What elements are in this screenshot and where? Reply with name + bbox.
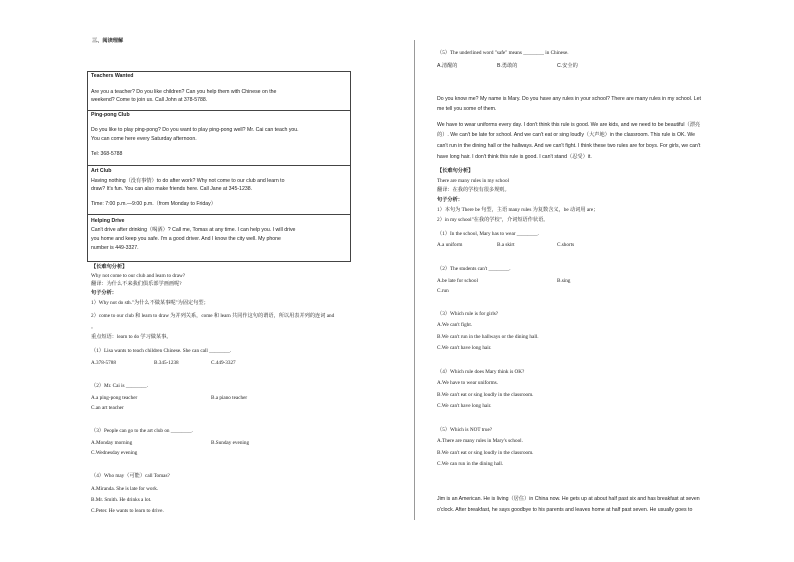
analysis-point: 2）in my school"在我的学校"，介词短语作状语。 xyxy=(437,217,549,223)
section-title: 三、阅读理解 xyxy=(92,38,124,44)
ad-tel: Tel: 368-5788 xyxy=(91,151,123,157)
passage-line: me tell you some of them. xyxy=(437,106,497,112)
option[interactable]: B.345-1238 xyxy=(154,360,179,366)
analysis-key-phrase: 重点短语：learn to do 学习做某事。 xyxy=(91,334,172,340)
option[interactable]: B.We can't eat or sing loudly in the classroom. xyxy=(437,392,534,398)
option[interactable]: C.安全的 xyxy=(557,63,578,69)
question-stem: （2）The students can't ________. xyxy=(437,266,511,272)
analysis-point: 1）Why not do sth."为什么不做某事呢"为固定句型； xyxy=(91,300,209,306)
question-stem: （4）Who may（可能）call Tomas? xyxy=(91,473,170,479)
question-stem: （5）The underlined word "safe" means ________ in Chinese. xyxy=(437,50,569,56)
ad-line: number is 449-3327. xyxy=(91,245,139,251)
option[interactable]: A.Miranda. She is late for work. xyxy=(91,486,159,492)
option[interactable]: A.There are many rules in Mary's school. xyxy=(437,438,523,444)
option[interactable]: A.We have to wear uniforms. xyxy=(437,380,498,386)
option[interactable]: A.a ping-pong teacher xyxy=(91,395,138,401)
passage-line: Do you know me? My name is Mary. Do you have any rules in your school? There are many rules in my school. Let xyxy=(437,96,701,102)
option[interactable]: C.Peter. He wants to learn to drive. xyxy=(91,508,164,514)
option[interactable]: B.a skirt xyxy=(497,242,515,248)
option[interactable]: C.We can run in the dining hall. xyxy=(437,461,504,467)
analysis-sentence: Why not come to our club and learn to draw? xyxy=(91,273,186,279)
analysis-translation: 翻译：在我的学校有很多规则。 xyxy=(437,187,510,193)
option[interactable]: B.勇敢的 xyxy=(497,63,518,69)
ad-line: Are you a teacher? Do you like children? Can you help them with Chinese on the xyxy=(91,89,277,95)
question-stem: （3）Which rule is for girls? xyxy=(437,311,499,317)
option[interactable]: C.run xyxy=(437,288,449,294)
passage-line: o'clock. After breakfast, he says goodbye to his parents and leaves home at half past seven. He usually goes to xyxy=(437,507,693,513)
option[interactable]: B.Sunday evening xyxy=(211,440,250,446)
ad-line: Can't drive after drinking（喝酒）? Call me, Tomas at any time. I can help you. I will drive xyxy=(91,227,296,233)
analysis-point: 2）come to our club 和 learn to draw 为并列关系，come 和 learn 共同作这句的谓语，所以用表并列的连词 and xyxy=(91,313,335,319)
question-stem: （4）Which rule does Mary think is OK? xyxy=(437,369,525,375)
analysis-sentence: There are many rules in my school xyxy=(437,178,510,184)
option[interactable]: C.We can't have long hair. xyxy=(437,345,492,351)
option[interactable]: A.378-5788 xyxy=(91,360,116,366)
analysis-heading: 【长难句分析】 xyxy=(91,264,128,270)
ad-line: Having nothing（没有事情）to do after work? Why not come to our club and learn to xyxy=(91,178,285,184)
passage-line: can't run in the dining hall or the hallways. And we can't fight. I think these two rules are for boys. For girls, we can't xyxy=(437,143,701,149)
question-stem: （1）In the school, Mary has to wear ________. xyxy=(437,231,539,237)
option[interactable]: C.an art teacher xyxy=(91,405,124,411)
passage-line: Jim is an American. He is living（居住）in China now. He gets up at about half past six and has breakfast at seven xyxy=(437,496,700,502)
ad-line: weekend? Come to join us. Call John at 378-5788. xyxy=(91,97,208,103)
ad-line: draw? It's fun. You can also make friends here. Call Jane at 345-1238. xyxy=(91,186,253,192)
ad-ping-pong-club xyxy=(87,109,351,166)
analysis-point: 1）本句为 There be 句型，主语 many rules 为复数含义，be 动词用 are； xyxy=(437,207,599,213)
option[interactable]: A.清醒的 xyxy=(437,63,458,69)
option[interactable]: A.a uniform xyxy=(437,242,463,248)
ad-title: Ping-pong Club xyxy=(91,112,130,118)
option[interactable]: B.sing xyxy=(557,278,571,284)
passage-line: have long hair. I don't think this rule is good. I can't stand（忍受）it. xyxy=(437,154,592,160)
question-stem: （1）Lisa wants to teach children Chinese. She can call ________. xyxy=(91,348,232,354)
option[interactable]: A.be late for school xyxy=(437,278,478,284)
ad-line: Do you like to play ping-pong? Do you want to play ping-pong well? Mr. Cai can teach you. xyxy=(91,127,299,133)
option[interactable]: B.We can't run in the hallways or the dining hall. xyxy=(437,334,539,340)
option[interactable]: B.We can't eat or sing loudly in the classroom. xyxy=(437,450,534,456)
question-stem: （5）Which is NOT true? xyxy=(437,427,493,433)
ad-time: Time: 7:00 p.m.—9:00 p.m.（from Monday to Friday） xyxy=(91,201,216,207)
ad-line: You can come here every Saturday afternoon. xyxy=(91,136,197,142)
ad-art-club xyxy=(87,165,351,215)
analysis-point-end: 。 xyxy=(91,324,97,330)
ad-helping-drive xyxy=(87,214,351,262)
passage-line: We have to wear uniforms every day. I don't think this rule is good. We are kids, and we need to be beautiful（漂亮 xyxy=(437,122,701,128)
ad-line: you home and keep you safe. I'm a good driver. And I know the city well. My phone xyxy=(91,236,281,242)
option[interactable]: A.We can't fight. xyxy=(437,322,473,328)
question-stem: （3）People can go to the art club on ________. xyxy=(91,428,193,434)
ad-title: Teachers Wanted xyxy=(91,73,134,79)
column-divider xyxy=(414,40,415,520)
analysis-subheading: 句子分析： xyxy=(437,197,463,203)
ad-teachers-wanted xyxy=(87,71,351,111)
question-stem: （2）Mr. Cai is ________. xyxy=(91,383,148,389)
option[interactable]: B.a piano teacher xyxy=(211,395,248,401)
option[interactable]: B.Mr. Smith. He drinks a lot. xyxy=(91,497,152,503)
option[interactable]: C.449-3327 xyxy=(211,360,236,366)
analysis-heading: 【长难句分析】 xyxy=(437,168,474,174)
analysis-translation: 翻译：为什么不来我们俱乐部学画画呢? xyxy=(91,281,182,287)
option[interactable]: C.shorts xyxy=(557,242,575,248)
option[interactable]: C.Wednesday evening xyxy=(91,450,138,456)
ad-title: Art Club xyxy=(91,168,112,174)
option[interactable]: C.We can't have long hair. xyxy=(437,403,492,409)
ad-title: Helping Drive xyxy=(91,218,125,224)
analysis-subheading: 句子分析： xyxy=(91,290,117,296)
passage-line: 的）. We can't be late for school. And we can't eat or sing loudly（大声地）in the classroom. This rule is OK. We xyxy=(437,132,696,138)
option[interactable]: A.Monday morning xyxy=(91,440,133,446)
